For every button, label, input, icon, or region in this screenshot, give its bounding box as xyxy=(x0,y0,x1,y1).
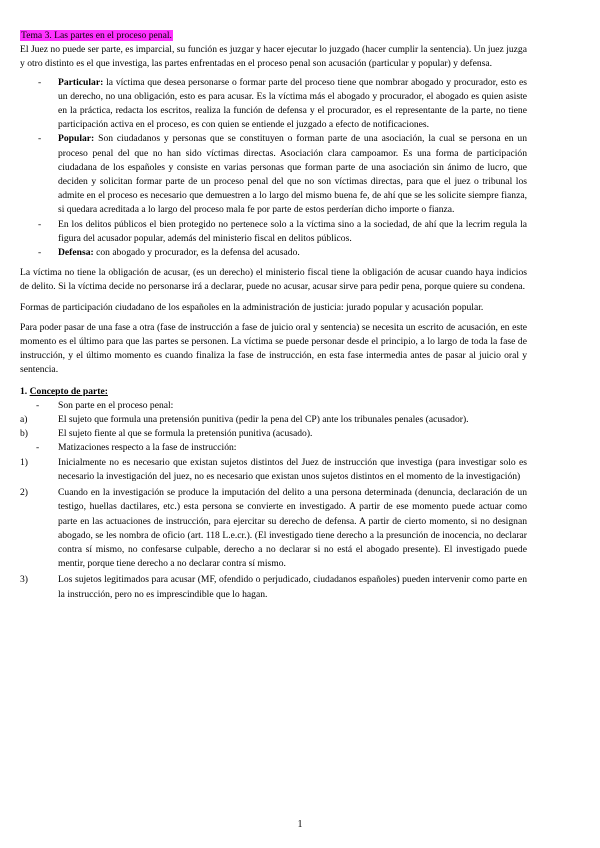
item-text: con abogado y procurador, es la defensa del acusado. xyxy=(96,247,300,259)
item-marker: 2) xyxy=(20,487,28,499)
list-item xyxy=(20,399,527,413)
list-item xyxy=(20,76,527,133)
item-text: Los sujetos legitimados para acusar (MF, ofendido o perjudicado, ciudadanos españoles) pueden intervenir como parte en la instrucción, pero no es imprescindible que lo hagan. xyxy=(58,574,527,600)
list-item xyxy=(20,413,527,427)
list-item xyxy=(20,246,527,260)
item-text: Cuando en la investigación se produce la imputación del delito a una persona determinada (denuncia, declaración de un testigo, huellas dactilares, etc.) esta persona se convierte en investigado. A partir de ese momento puede actuar como parte en las actuaciones de instrucción, para ejercitar su derecho de defensa. A partir de cierto momento, si no designan abogado, se les nombra de oficio (art. 118 L.e.cr.). (El investigado tiene derecho a la presunción de inocencia, no declarar contra sí mismo, no confesarse culpable, derecho a no declarar si no está el abogado presente). El investigado puede mentir, porque tiene derecho a no declarar contra sí mismo. xyxy=(58,487,527,570)
parties-list xyxy=(20,76,527,261)
page-number: 1 xyxy=(297,819,303,830)
item-marker: b) xyxy=(20,428,28,440)
bullet-dash: - xyxy=(38,218,42,230)
list-item xyxy=(20,218,527,246)
list-item xyxy=(20,573,527,601)
list-item xyxy=(20,486,527,571)
item-marker: 1) xyxy=(20,456,28,468)
intro-paragraph: El Juez no puede ser parte, es imparcial, su función es juzgar y hacer ejecutar lo juzgado (hacer cumplir la sentencia). Un juez juzga y otro distinto es el que investiga, las partes enfrentadas en el proceso penal son acusación (particular y popular) y defensa. xyxy=(20,44,527,70)
item-text: El sujeto fiente al que se formula la pretensión punitiva (acusado). xyxy=(58,428,313,440)
bullet-dash: - xyxy=(38,133,42,145)
section-number: 1. xyxy=(20,385,28,397)
paragraph: Formas de participación ciudadano de los españoles en la administración de justicia: jurado popular y acusación popular. xyxy=(20,301,484,313)
item-text: Son ciudadanos y personas que se constituyen o forman parte de una asociación, la cual se persona en un proceso penal del que no han sido víctimas directas. Asociación clara campoamor. Es una forma de participación ciudadana de los españoles y consiste en varias personas que forman parte de una asociación sin ánimo de lucro, que deciden y solicitan formar parte de un proceso penal del que no son víctimas directas, para que el juez o tribunal los admite en el proceso es necesario que demuestren a lo largo del mismo buena fe, de ahí que se les solicite siempre fianza, si quedara acreditada a lo largo del proceso mala fe por parte de estos perderían dicho importe o fianza. xyxy=(58,133,528,216)
bullet-dash: - xyxy=(38,247,42,259)
item-term: Popular: xyxy=(58,133,95,145)
list-item xyxy=(20,456,527,484)
list-item xyxy=(20,427,527,441)
item-marker: a) xyxy=(20,414,28,426)
item-text: En los delitos públicos el bien protegido no pertenece solo a la víctima sino a la sociedad, de ahí que la lecrim regula la figura del acusador popular, además del ministerio fiscal en delitos públicos. xyxy=(58,218,527,244)
item-text: El sujeto que formula una pretensión punitiva (pedir la pena del CP) ante los tribunales penales (acusador). xyxy=(58,414,469,426)
item-text: Matizaciones respecto a la fase de instrucción: xyxy=(58,442,237,454)
item-term: Particular: xyxy=(58,76,104,88)
item-text: la víctima que desea personarse o formar parte del proceso tiene que nombrar abogado y procurador, esto es un derecho, no una obligación, esto es para acusar. Es la víctima más el abogado y procurador, el abogado es quien asiste en la práctica, redacta los escritos, realiza la función de defensa y el procurador, es el representante de la parte, no tiene participación activa en el proceso, es con quien se entiende el juzgado a efecto de notificaciones. xyxy=(58,76,527,131)
item-text: Inicialmente no es necesario que existan sujetos distintos del Juez de instrucción que investiga (para investigar solo es necesario la investigación del juez, no es necesario que existan unos sujetos distintos en el momento de la investigación) xyxy=(58,456,527,482)
section-list xyxy=(20,399,527,602)
section-heading xyxy=(20,385,527,399)
item-term: Defensa: xyxy=(58,247,94,259)
list-item xyxy=(20,441,527,455)
item-marker: 3) xyxy=(20,574,28,586)
list-item xyxy=(20,132,527,217)
title-line xyxy=(20,29,527,43)
bullet-dash: - xyxy=(36,399,40,411)
item-text: Son parte en el proceso penal: xyxy=(58,399,174,411)
bullet-dash: - xyxy=(38,76,42,88)
section-title: Concepto de parte: xyxy=(29,385,108,397)
bullet-dash: - xyxy=(36,442,40,454)
paragraph: La víctima no tiene la obligación de acusar, (es un derecho) el ministerio fiscal tiene la obligación de acusar cuando haya indicios de delito. Si la víctima decide no personarse irá a declarar, puede no acusar, acusar sirve para pedir pena, porque quiere su condena. xyxy=(20,267,527,293)
paragraph: Para poder pasar de una fase a otra (fase de instrucción a fase de juicio oral y sentencia) se necesita un escrito de acusación, en este momento es el último para que las partes se personen. La víctima se puede personar desde el principio, a lo largo de toda la fase de instrucción, y el último momento es cuando finaliza la fase de instrucción, en esta fase intermedia antes de pasar al juicio oral y sentencia. xyxy=(20,321,527,376)
document-title: Tema 3. Las partes en el proceso penal. xyxy=(21,30,172,41)
